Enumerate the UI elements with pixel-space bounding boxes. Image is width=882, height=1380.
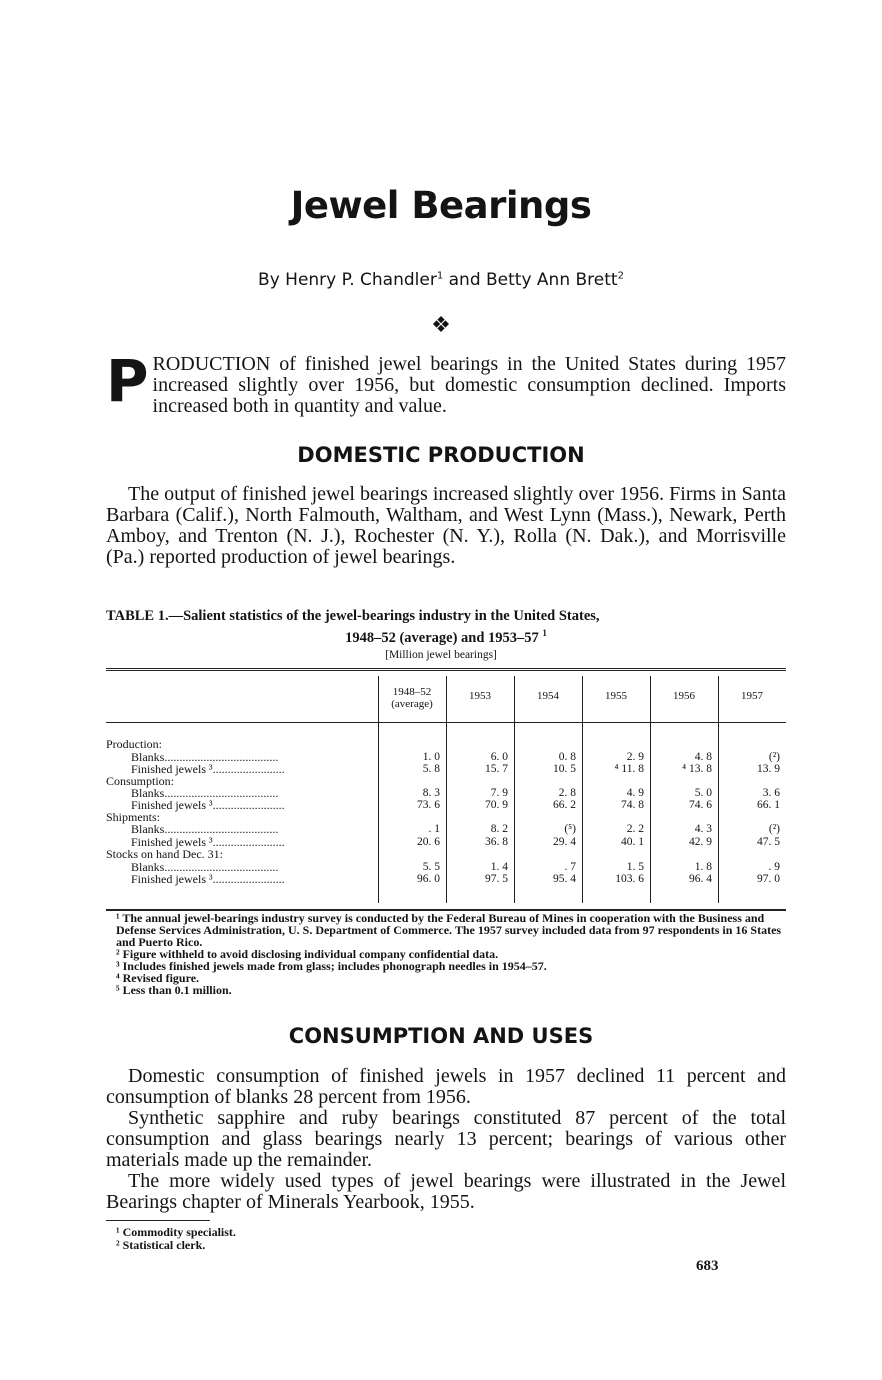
table-cell: 1. 8 [694,861,712,873]
table-cell: 0. 8 [558,751,576,763]
table-caption-footnote: 1 [542,628,547,638]
table-row-label: Blanks...................................... [131,860,279,874]
table-cell: ⁴ 13. 8 [682,763,712,775]
table-cell: 20. 6 [417,836,440,848]
table-column-divider [378,676,379,903]
table-column-header: 1955 [605,690,627,702]
table-cell: 29. 4 [553,836,576,848]
table-cell: 8. 3 [422,787,440,799]
intro-text: RODUCTION of finished jewel bearings in the United States during 1957 increased slightly over 1956, but domestic consumption declined. Imports increased both in quantity and value. [152,353,786,417]
table-cell: 5. 5 [422,861,440,873]
table-cell: 103. 6 [615,873,644,885]
table-cell: 1. 4 [490,861,508,873]
table-row-label: Blanks...................................... [131,786,279,800]
table-caption-line-2 [106,625,786,647]
ornament-icon: ❖ [431,312,451,337]
table-row-label: Finished jewels ³........................ [131,798,285,812]
table-cell: 2. 2 [626,823,644,835]
table-row-label: Finished jewels ³........................ [131,835,285,849]
table-row-label: Production: [106,737,162,751]
table-caption-line-1: TABLE 1.—Salient statistics of the jewel-bearings industry in the United States, [106,608,600,624]
table-row-label: Finished jewels ³........................ [131,762,285,776]
table-column-divider [446,676,447,903]
table-cell: 8. 2 [490,823,508,835]
table-column-divider [650,676,651,903]
table-row-label: Consumption: [106,774,175,788]
table-subtitle: [Million jewel bearings] [385,649,497,661]
table-footnote: ¹ The annual jewel-bearings industry survey is conducted by the Federal Bureau of Mines in cooperation with the Business and Defense Services Administration, U. S. Department of Commerce. The 1957 survey included data from 97 respondents in 16 States and Puerto Rico. [116,911,782,949]
byline-footnote-2: 2 [617,270,624,282]
author-1: By Henry P. Chandler [258,270,437,290]
table-cell: ⁴ 11. 8 [614,763,644,775]
table-column-header: 1957 [741,690,763,702]
table-column-header: 1954 [537,690,559,702]
table-cell: 7. 9 [490,787,508,799]
paragraph-text: The more widely used types of jewel bearings were illustrated in the Jewel Bearings chapter of Minerals Yearbook, 1955. [106,1170,786,1213]
domestic-production-paragraph [106,484,786,568]
table-caption [106,608,786,647]
intro-paragraph [106,347,786,417]
page-footnotes [116,1226,236,1252]
table-cell: 73. 6 [417,799,440,811]
table-cell: 47. 5 [757,836,780,848]
table-cell: 97. 0 [757,873,780,885]
table-cell: 2. 8 [558,787,576,799]
table-cell: 97. 5 [485,873,508,885]
table-cell: 96. 0 [417,873,440,885]
table-cell: 13. 9 [757,763,780,775]
table-caption-years: 1948–52 (average) and 1953–57 [345,629,539,646]
section-heading-domestic-production: DOMESTIC PRODUCTION [297,443,585,467]
table-cell: 42. 9 [689,836,712,848]
table-cell: 5. 8 [422,763,440,775]
table-cell: 3. 6 [762,787,780,799]
table-cell: 1. 5 [626,861,644,873]
table-column-divider [582,676,583,903]
table-cell: 6. 0 [490,751,508,763]
page-number: 683 [696,1258,719,1274]
table-cell: (²) [768,823,780,835]
table-cell: . 9 [768,861,780,873]
table-footnote: ⁴ Revised figure. [116,971,200,985]
table-footnote: ² Figure withheld to avoid disclosing individual company confidential data. [116,947,499,961]
table-cell: 36. 8 [485,836,508,848]
table-cell: 66. 1 [757,799,780,811]
table-cell: 96. 4 [689,873,712,885]
table-cell: 4. 9 [626,787,644,799]
table-row-label: Finished jewels ³........................ [131,872,285,886]
table-column-divider [514,676,515,903]
table-cell: 15. 7 [485,763,508,775]
table-cell: 10. 5 [553,763,576,775]
table-cell: . 7 [564,861,576,873]
drop-cap: P [106,347,149,415]
table-cell: 95. 4 [553,873,576,885]
table-column-divider [718,676,719,903]
section-heading-consumption-and-uses: CONSUMPTION AND USES [288,1024,594,1048]
table-row-label: Stocks on hand Dec. 31: [106,847,223,861]
table-column-header: 1948–52 (average) [391,686,433,710]
paragraph-text: Synthetic sapphire and ruby bearings constituted 87 percent of the total consumption and glass bearings nearly 13 percent; bearings of various other materials made up the remainder. [106,1107,786,1171]
byline-footnote-1: 1 [436,270,444,282]
table-cell: 74. 6 [689,799,712,811]
table-cell: (²) [768,751,780,763]
table-column-header: 1953 [469,690,491,702]
byline [0,270,882,290]
table-footnote: ⁵ Less than 0.1 million. [116,983,232,997]
table-row-label: Blanks...................................... [131,750,279,764]
page-footnote: ¹ Commodity specialist. [116,1225,236,1239]
table-cell: 4. 3 [694,823,712,835]
table-cell: 2. 9 [626,751,644,763]
table-footnote: ³ Includes finished jewels made from glass; includes phonograph needles in 1954–57. [116,959,547,973]
paragraph-text: Domestic consumption of finished jewels in 1957 declined 11 percent and consumption of blanks 28 percent from 1956. [106,1065,786,1108]
page-title: Jewel Bearings [290,184,592,227]
page-footnote: ² Statistical clerk. [116,1238,206,1252]
table-row-label: Blanks...................................... [131,822,279,836]
table-cell: . 1 [428,823,440,835]
table-cell: 70. 9 [485,799,508,811]
consumption-paragraphs [106,1066,786,1213]
table-column-header: 1956 [673,690,695,702]
table-cell: 40. 1 [621,836,644,848]
table-cell: 5. 0 [694,787,712,799]
author-2: and Betty Ann Brett [443,270,618,290]
table-cell: 66. 2 [553,799,576,811]
table-cell: 1. 0 [422,751,440,763]
table-cell: 4. 8 [694,751,712,763]
table-footnotes [106,912,786,996]
paragraph-text: The output of finished jewel bearings increased slightly over 1956. Firms in Santa Barbara (Calif.), North Falmouth, Waltham, and West Lynn (Mass.), Newark, Perth Amboy, and Trenton (N. J.), Rochester (N. Y.), Rolla (N. Dak.), and Morrisville (Pa.) reported production of jewel bearings. [106,483,786,568]
table-row-label: Shipments: [106,810,161,824]
table-cell: (⁵) [564,823,576,835]
table-cell: 74. 8 [621,799,644,811]
footnote-rule [106,1220,210,1221]
